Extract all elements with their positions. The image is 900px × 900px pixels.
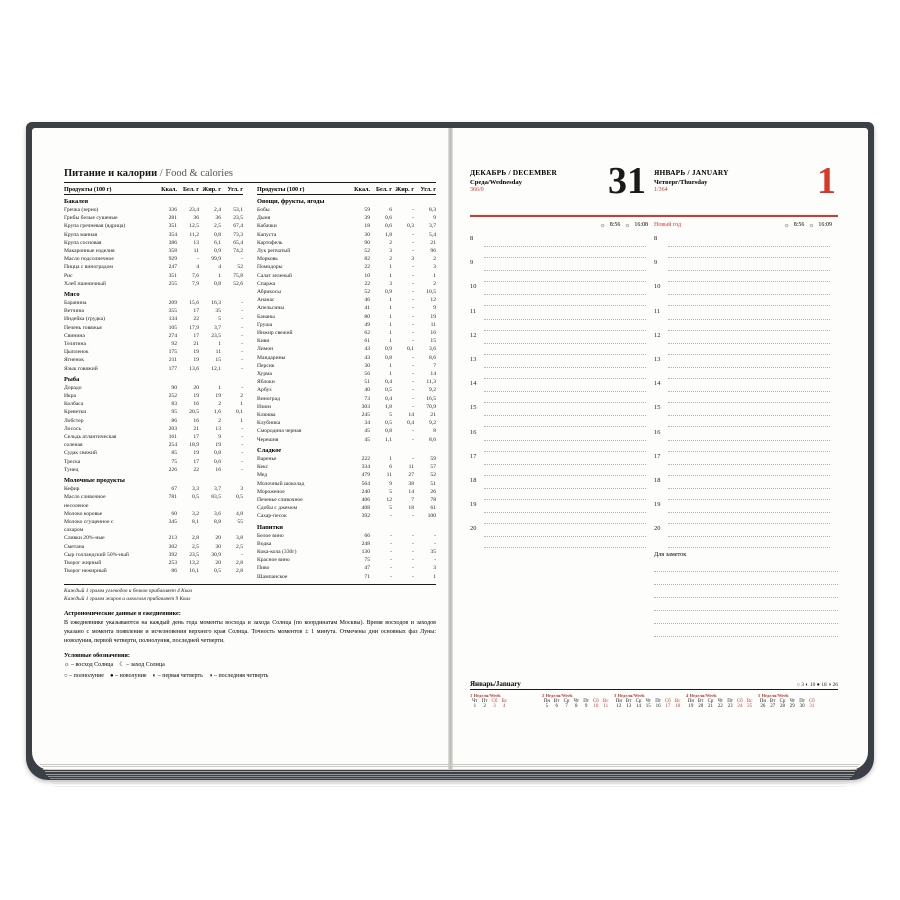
page-edge-line (46, 774, 853, 775)
table-row: Телятина 92 21 1 - (64, 341, 243, 348)
hour-row[interactable] (470, 235, 654, 259)
hour-row[interactable] (654, 380, 838, 404)
table-row: Мандарины 43 0,8 - 8,6 (257, 354, 436, 361)
food-table (257, 187, 436, 581)
memo-label: Для заметок (654, 551, 687, 559)
table-row: Печень говяжья 105 17,9 3,7 - (64, 324, 243, 331)
table-section-header: Овощи, фрукты, ягоды (257, 198, 325, 205)
hour-row[interactable] (654, 525, 838, 549)
hour-row[interactable] (654, 356, 838, 380)
hour-row[interactable] (470, 429, 654, 453)
week-label: 3 Неделя/Week (614, 693, 645, 698)
weekday-row: Пн Вт Ср Чт Пт Сб Вс (615, 699, 681, 704)
table-row: Изюм 303 1,8 - 70,9 (257, 403, 436, 410)
table-row: соленая 254 18,9 19 - (64, 442, 243, 449)
hour-column-left[interactable] (470, 235, 654, 549)
hour-row[interactable] (654, 308, 838, 332)
hour-label: 9 (654, 259, 658, 267)
title-rule (64, 182, 436, 183)
memo-lines[interactable] (654, 558, 838, 637)
sun-times-right (654, 219, 838, 231)
table-row: Индейка (грудка) 134 22 5 - (64, 316, 243, 323)
hour-label: 13 (654, 355, 661, 363)
sun-times-row (470, 219, 838, 231)
table-section-header: Рыба (64, 375, 80, 383)
legend-icon: ◐ (152, 672, 157, 679)
table-row: Ягненок 211 19 15 - (64, 357, 243, 364)
mini-calendar-weeks (470, 693, 838, 709)
sunset-icon: ☼ (808, 221, 815, 229)
table-row: Сахар-песок 392 - - 100 (257, 513, 436, 520)
hour-label: 15 (654, 404, 661, 412)
week-label: 2 Неделя/Week (542, 693, 573, 698)
table-row: Кекс 334 6 11 57 (257, 464, 436, 471)
weekday-label-right: Четверг/Thursday (654, 179, 708, 186)
table-row: Морковь 82 2 3 2 (257, 256, 436, 263)
holiday-right: Новый год (654, 222, 682, 228)
table-row: Варенье 222 1 - 59 (257, 455, 436, 462)
table-row: Помидоры 22 1 - 3 (257, 264, 436, 271)
weekday-row: Чт Пт Сб Вс (472, 699, 508, 704)
calendar-week (542, 693, 611, 709)
memo-block[interactable] (654, 549, 838, 637)
table-row: Сливки 20%-ные 213 2,8 20 3,8 (64, 535, 243, 542)
legend-icon: ● (109, 672, 114, 679)
food-table (64, 187, 243, 581)
hour-row[interactable] (470, 453, 654, 477)
legend-row: ☼ – восход Солнца ☾ – заход Солнца (64, 661, 165, 668)
sunrise-icon: ☼ (783, 221, 790, 229)
table-row: Творог жирный 253 13,2 20 2,8 (64, 559, 243, 566)
right-page (470, 160, 838, 748)
table-row: Киви 61 1 - 15 (257, 338, 436, 345)
legend-icon: ○ (64, 672, 68, 679)
table-section-header: Бакалея (64, 198, 89, 205)
table-section-header: Молочные продукты (64, 477, 125, 485)
hour-row[interactable] (470, 501, 654, 525)
table-row: Дорадо 90 20 1 - (64, 384, 243, 391)
table-row: Судак свежий 85 19 0,8 - (64, 450, 243, 457)
sunrise-left: 8:56 (609, 222, 621, 228)
hour-label: 12 (654, 331, 661, 339)
calendar-week (614, 693, 683, 709)
page-edge-line (50, 778, 851, 779)
table-row: Лосось 203 21 13 - (64, 425, 243, 432)
table-row: Спаржа 22 3 - 2 (257, 280, 436, 287)
calendar-week (758, 693, 827, 709)
hour-label: 11 (470, 307, 477, 315)
page-edge-line (45, 771, 855, 772)
table-row: Свинина 274 17 23,5 - (64, 332, 243, 339)
hour-grid (470, 235, 838, 549)
table-row: Креветки 95 20,5 1,6 0,1 (64, 409, 243, 416)
table-row: Крупа манная 354 11,2 0,8 73,3 (64, 231, 243, 238)
page-title-en: / Food & calories (159, 168, 233, 179)
table-row: Капуста 30 1,8 - 5,4 (257, 231, 436, 238)
table-row: Яблоки 51 0,4 - 11,3 (257, 379, 436, 386)
table-row: Масло подсолнечное 929 - 99,9 - (64, 256, 243, 263)
hour-label: 16 (654, 428, 661, 436)
table-row: Красное вино 75 - - - (257, 557, 436, 564)
sunset-left: 16:08 (634, 222, 648, 228)
table-row: Лобстер 86 16 2 1 (64, 417, 243, 424)
hour-label: 18 (654, 476, 661, 484)
hour-label: 20 (654, 525, 661, 533)
table-row: Гречка (зерно) 336 23,4 2,4 53,1 (64, 207, 243, 213)
day-headers (470, 160, 838, 214)
hour-label: 18 (470, 476, 477, 484)
memo-line[interactable] (654, 572, 838, 585)
hour-label: 14 (470, 380, 477, 388)
table-header: Продукты (100 г) Ккал. Бел. г Жир. г Угл. г (64, 187, 243, 193)
table-row: Цыпленок 175 19 11 - (64, 349, 243, 356)
table-row: Кабачки 18 0,6 0,3 3,7 (257, 223, 436, 230)
table-row: Белое вино 66 - - - (257, 532, 436, 539)
table-row: Язык говяжий 177 13,6 12,1 - (64, 365, 243, 372)
mini-calendar-title: Январь/January (470, 680, 521, 688)
sunset-icon: ☼ (624, 221, 631, 229)
mini-calendar (470, 680, 838, 709)
table-row: Виноград 73 0,4 - 16,5 (257, 395, 436, 402)
hour-label: 16 (470, 428, 477, 436)
diary-spine (448, 128, 453, 770)
memo-line[interactable] (654, 624, 838, 637)
table-row: Сметана 302 2,5 30 2,5 (64, 543, 243, 550)
left-page (64, 168, 436, 748)
memo-row (470, 549, 838, 637)
legend (64, 660, 436, 681)
daynum-row: 5 6 7 8 9 10 11 (545, 704, 609, 709)
table-row: Хурма 56 1 - 14 (257, 371, 436, 378)
table-row: несоленое (64, 502, 89, 509)
hour-label: 19 (470, 501, 477, 509)
page-title (64, 168, 436, 179)
table-row: Мед 479 11 27 52 (257, 472, 436, 479)
hour-row[interactable] (470, 259, 654, 283)
table-row: Мороженое 240 5 14 26 (257, 488, 436, 495)
weekday-row: Пн Вт Ср Чт Пт Сб Вс (687, 699, 753, 704)
astro-title: Астрономические данные в ежедневнике: (64, 609, 181, 617)
legend-icon: ◑ (208, 672, 213, 679)
hour-label: 13 (470, 355, 477, 363)
memo-line[interactable] (654, 598, 838, 611)
page-edge-line (53, 783, 847, 784)
table-row: Баранина 209 15,6 16,3 - (64, 300, 243, 307)
header-rule (470, 215, 838, 217)
table-row: Рис 351 7,6 1 75,8 (64, 272, 243, 279)
hour-label: 20 (470, 525, 477, 533)
table-row: Молоко коровье 60 3,2 3,6 4,8 (64, 510, 243, 517)
table-row: Смородина черная 45 0,8 - 8 (257, 428, 436, 435)
astro-text: В ежедневнике указываются на каждый день года моменты восхода и захода Солнца (по координатам Москвы). Время восходов и заходов указано с момента появления и исчезновения верхнего края Солнца. Точность моментов ± 1 минута. Отмечены дни основных фаз Луны: новолуния, первой четверти, полнолуния, последней четверти. (64, 619, 436, 644)
daynum-row: 26 27 28 29 30 31 (760, 704, 815, 709)
page-edge-line (48, 776, 852, 777)
table-row: Кефир 67 3,3 3,7 3 (64, 486, 243, 493)
table-row: Пицца с виноградом 247 4 4 52 (64, 264, 243, 271)
sunrise-icon: ☼ (599, 221, 606, 229)
big-date-left: 31 (608, 160, 646, 202)
daynum-row: 12 13 14 15 16 17 18 (616, 704, 681, 709)
hour-label: 11 (654, 307, 661, 315)
table-row: Крупа сосновая 386 13 6,1 65,4 (64, 239, 243, 246)
week-label: 1 Неделя/Week (470, 693, 501, 698)
table-section-header: Сладкое (257, 446, 282, 454)
hour-label: 12 (470, 331, 477, 339)
weekday-row: Пн Вт Ср Чт Пт Сб Вс (543, 699, 609, 704)
hour-label: 8 (654, 235, 658, 242)
hour-label: 17 (470, 452, 477, 460)
page-edge-fan (40, 764, 860, 790)
table-row: Абрикосы 52 0,9 - 10,5 (257, 289, 436, 296)
table-row: Персик 30 1 - 7 (257, 362, 436, 369)
hour-row[interactable] (470, 356, 654, 380)
legend-icon: ☼ (64, 661, 70, 668)
legend-icon: ☾ (119, 661, 125, 668)
weekday-label-left: Среда/Wednesday (470, 179, 522, 186)
hour-row[interactable] (654, 235, 838, 259)
table-header: Продукты (100 г) Ккал. Бел. г Жир. г Угл. г (257, 187, 436, 193)
table-row: Сдобы с джемом 408 5 18 61 (257, 505, 436, 512)
week-label: 4 Неделя/Week (686, 693, 717, 698)
hour-row[interactable] (654, 429, 838, 453)
table-row: Салат зеленый 10 1 - 1 (257, 272, 436, 279)
hour-row[interactable] (654, 283, 838, 307)
table-row: Клубника 34 0,5 0,4 9,2 (257, 420, 436, 427)
hour-row[interactable] (470, 308, 654, 332)
hour-label: 17 (654, 452, 661, 460)
hour-row[interactable] (654, 453, 838, 477)
hour-label: 8 (470, 235, 474, 242)
table-row: Сельдь атлантическая 161 17 9 - (64, 434, 243, 441)
hour-label: 10 (654, 283, 661, 291)
hour-row[interactable] (470, 525, 654, 549)
hour-row[interactable] (654, 404, 838, 428)
month-label-left: ДЕКАБРЬ / DECEMBER (470, 168, 558, 177)
moon-phases: ○ 3 ◐ 10 ● 18 ◑ 26 (796, 682, 838, 688)
legend-title: Условные обозначения: (64, 651, 130, 659)
table-row: Треска 75 17 0,6 - (64, 458, 243, 465)
table-row: Бананы 80 1 - 19 (257, 313, 436, 320)
table-row: Черешня 45 1,1 - 8,6 (257, 436, 436, 443)
table-row: Ананас 46 1 - 12 (257, 297, 436, 304)
memo-line[interactable] (654, 558, 838, 571)
calendar-week (470, 693, 539, 709)
hour-row[interactable] (654, 477, 838, 501)
table-row: Икра 252 19 19 2 (64, 393, 243, 400)
daynum-row: 1 2 3 4 (473, 704, 506, 709)
hour-label: 10 (470, 283, 477, 291)
food-tables (64, 187, 436, 581)
memo-line[interactable] (654, 611, 838, 624)
legend-row: ○ – полнолуние ● – новолуние ◐ – первая четверть ◑ – последняя четверть (64, 672, 269, 679)
daynum-row: 19 20 21 22 23 24 25 (688, 704, 753, 709)
table-row: Картофель 90 2 - 21 (257, 239, 436, 246)
hour-column-right[interactable] (654, 235, 838, 549)
sunset-right: 16:09 (818, 222, 832, 228)
hour-row[interactable] (470, 477, 654, 501)
weekday-row: Пн Вт Ср Чт Пт Сб (759, 699, 815, 704)
table-row: Шампанское 71 - - 1 (257, 573, 436, 580)
day-header-right (654, 160, 838, 214)
table-row: Масло сливочное 781 0,5 83,5 0,5 (64, 494, 243, 501)
hour-row[interactable] (654, 332, 838, 356)
sun-times-left (470, 219, 654, 231)
hour-row[interactable] (470, 380, 654, 404)
hour-label: 15 (470, 404, 477, 412)
table-row: Кока-кола (330г) 130 - - 35 (257, 548, 436, 555)
page-edge-line (42, 766, 859, 767)
table-row: Хлеб пшеничный 255 7,9 0,8 52,6 (64, 280, 243, 287)
table-row: Дыня 39 0,6 - 9 (257, 215, 436, 222)
table-row: Сыр голландский 50%-ный 392 23,5 30,9 - (64, 551, 243, 558)
table-row: Крупа гречневая (ядрица) 351 12,5 2,5 67,4 (64, 223, 243, 230)
hour-row[interactable] (470, 404, 654, 428)
table-row: Тунец 226 22 16 - (64, 466, 243, 473)
hour-row[interactable] (654, 501, 838, 525)
table-row: Ветчина 355 17 35 - (64, 308, 243, 315)
footnote-2: Каждый 1 грамм жиров и алкоголя прибавляет 9 Ккал (64, 595, 191, 602)
table-row: Макаронные изделия 358 11 0,9 74,2 (64, 248, 243, 255)
hour-label: 19 (654, 501, 661, 509)
hour-label: 14 (654, 380, 661, 388)
table-row: Лимон 43 0,9 0,1 3,6 (257, 346, 436, 353)
daynum-right: 1/364 (654, 187, 668, 193)
page-edge-line (40, 764, 860, 765)
table-row: Груша 49 1 - 11 (257, 321, 436, 328)
table-row: Колбаса 83 16 2 1 (64, 401, 243, 408)
footnote-1: Каждый 1 грамм углеводов и белков прибавляет 4 Ккал (64, 587, 193, 594)
hour-row[interactable] (654, 259, 838, 283)
page-edge-line (54, 786, 845, 787)
footnotes (64, 584, 436, 603)
daynum-left: 366/0 (470, 187, 484, 193)
table-row: сахаром (64, 527, 84, 534)
table-row: Бобы 59 6 - 8,3 (257, 207, 436, 213)
hour-label: 9 (470, 259, 474, 267)
table-row: Апельсины 41 1 - 9 (257, 305, 436, 312)
week-label: 5 Неделя/Week (758, 693, 789, 698)
hour-row[interactable] (470, 332, 654, 356)
page-edge-line (43, 769, 857, 770)
table-row: Творог нежирный 86 16,1 0,5 2,8 (64, 568, 243, 575)
table-row: Водка 248 - - - (257, 540, 436, 547)
table-section-header: Мясо (64, 291, 80, 299)
hour-row[interactable] (470, 283, 654, 307)
table-row: Грибы белые сушеные 281 36 36 23,5 (64, 215, 243, 222)
page-edge-line (51, 781, 849, 782)
table-row: Пиво 47 - - 3 (257, 565, 436, 572)
table-section-header: Напитки (257, 523, 283, 531)
calendar-week (686, 693, 755, 709)
table-row: Арбуз 40 0,5 - 9,2 (257, 387, 436, 394)
table-row: Лук репчатый 52 3 - 96 (257, 248, 436, 255)
month-label-right: ЯНВАРЬ / JANUARY (654, 168, 729, 177)
table-row: Молоко сгущенное с 345 8,1 8,8 55 (64, 518, 243, 525)
memo-line[interactable] (654, 585, 838, 598)
big-date-right: 1 (817, 160, 836, 202)
sunrise-right: 8:56 (793, 222, 805, 228)
day-header-left (470, 160, 654, 214)
page-title-ru: Питание и калории (64, 168, 158, 179)
table-row: Инжир свежий 62 1 - 16 (257, 330, 436, 337)
table-row: Печенье сливочное 406 12 7 78 (257, 496, 436, 503)
table-row: Клюква 245 5 14 21 (257, 412, 436, 419)
table-row: Молочный шоколад 564 9 38 51 (257, 480, 436, 487)
